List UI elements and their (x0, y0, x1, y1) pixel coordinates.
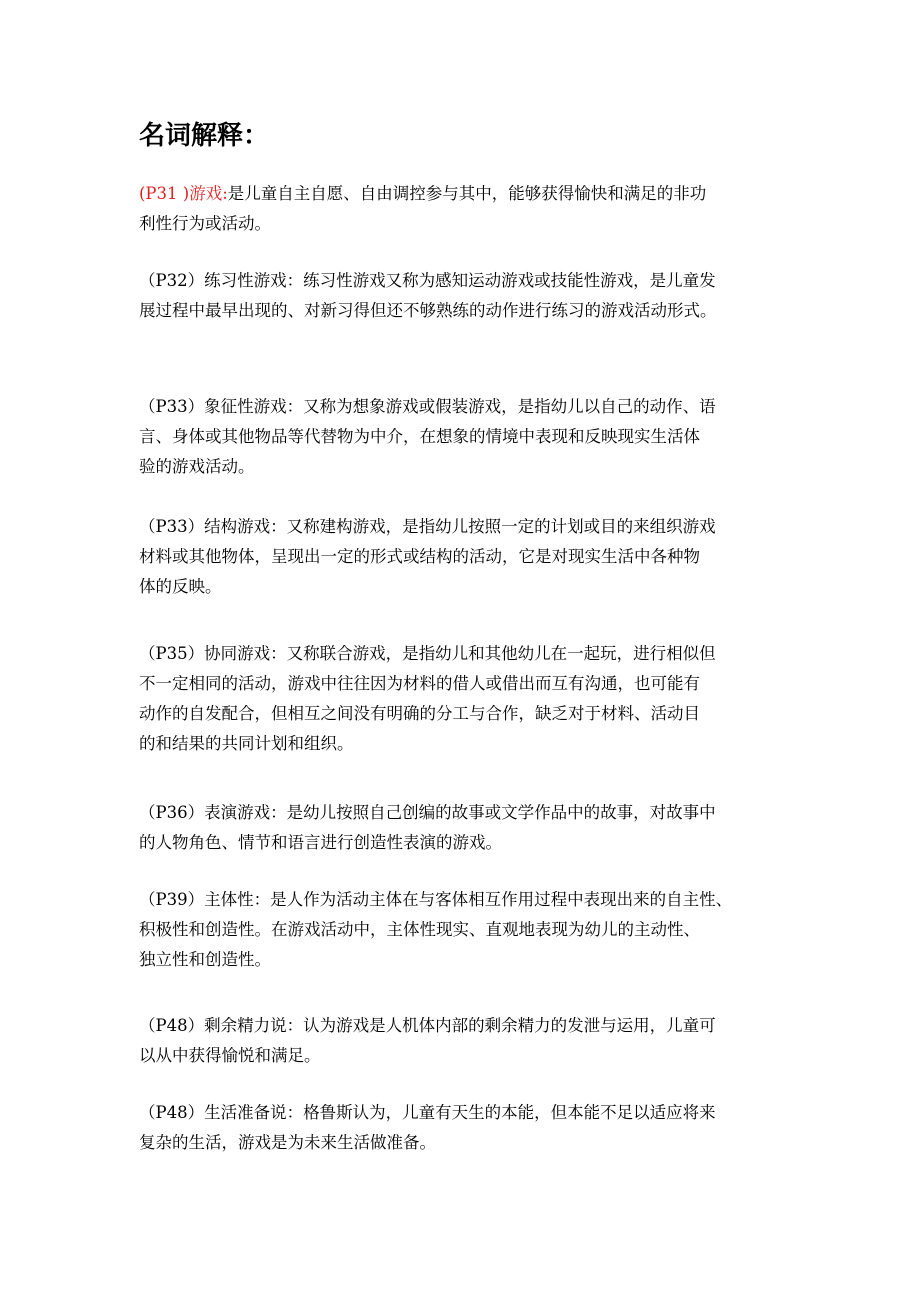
entry-line: 积极性和创造性。在游戏活动中，主体性现实、直观地表现为幼儿的主动性、 (139, 920, 700, 939)
definition-entry-game (139, 179, 799, 239)
definition-entry-construction-play (139, 512, 799, 602)
definition-entry-cooperative-play (139, 639, 799, 759)
entry-line: 展过程中最早出现的、对新习得但还不够熟练的动作进行练习的游戏活动形式。 (139, 301, 717, 320)
entry-line: （P32）练习性游戏：练习性游戏又称为感知运动游戏或技能性游戏，是儿童发 (139, 271, 716, 290)
entry-line: （P36）表演游戏：是幼儿按照自己创编的故事或文学作品中的故事，对故事中 (139, 803, 716, 822)
definition-entry-subjectivity (139, 885, 799, 975)
page-reference: (P31 ) (139, 184, 190, 203)
entry-line: （P48）生活准备说：格鲁斯认为，儿童有天生的本能，但本能不足以适应将来 (139, 1103, 716, 1122)
entry-line: 不一定相同的活动，游戏中往往因为材料的借人或借出而互有沟通，也可能有 (139, 674, 700, 693)
definition-entry-performance-play (139, 798, 799, 858)
entry-line: 以从中获得愉悦和满足。 (139, 1046, 321, 1065)
entry-line: 的人物角色、情节和语言进行创造性表演的游戏。 (139, 833, 502, 852)
entry-line: 验的游戏活动。 (139, 457, 255, 476)
entry-line: 的和结果的共同计划和组织。 (139, 734, 354, 753)
entry-line: 复杂的生活，游戏是为未来生活做准备。 (139, 1133, 436, 1152)
definition-entry-practice-play (139, 266, 799, 326)
entry-line: （P48）剩余精力说：认为游戏是人机体内部的剩余精力的发泄与运用，儿童可 (139, 1016, 716, 1035)
term-separator: : (222, 184, 228, 203)
entry-line: 体的反映。 (139, 577, 222, 596)
entry-line: （P39）主体性：是人作为活动主体在与客体相互作用过程中表现出来的自主性、 (139, 890, 733, 909)
entry-line: （P33）象征性游戏：又称为想象游戏或假装游戏，是指幼儿以自己的动作、语 (139, 397, 716, 416)
definition-entry-life-preparation-theory (139, 1098, 799, 1158)
definition-entry-symbolic-play (139, 392, 799, 482)
entry-line: （P33）结构游戏：又称建构游戏，是指幼儿按照一定的计划或目的来组织游戏 (139, 517, 716, 536)
definition-entry-surplus-energy-theory (139, 1011, 799, 1071)
entry-line: 动作的自发配合，但相互之间没有明确的分工与合作，缺乏对于材料、活动目 (139, 704, 700, 723)
entry-line: 言、身体或其他物品等代替物为中介，在想象的情境中表现和反映现实生活体 (139, 427, 700, 446)
entry-text: 是儿童自主自愿、自由调控参与其中，能够获得愉快和满足的非功 (227, 184, 707, 203)
entry-line: 利性行为或活动。 (139, 214, 271, 233)
entry-line (139, 179, 799, 209)
term-name: 游戏 (189, 184, 223, 203)
section-heading: 名词解释： (139, 121, 270, 151)
entry-line: （P35）协同游戏：又称联合游戏，是指幼儿和其他幼儿在一起玩，进行相似但 (139, 644, 716, 663)
entry-line: 材料或其他物体，呈现出一定的形式或结构的活动，它是对现实生活中各种物 (139, 547, 700, 566)
entry-line: 独立性和创造性。 (139, 950, 271, 969)
